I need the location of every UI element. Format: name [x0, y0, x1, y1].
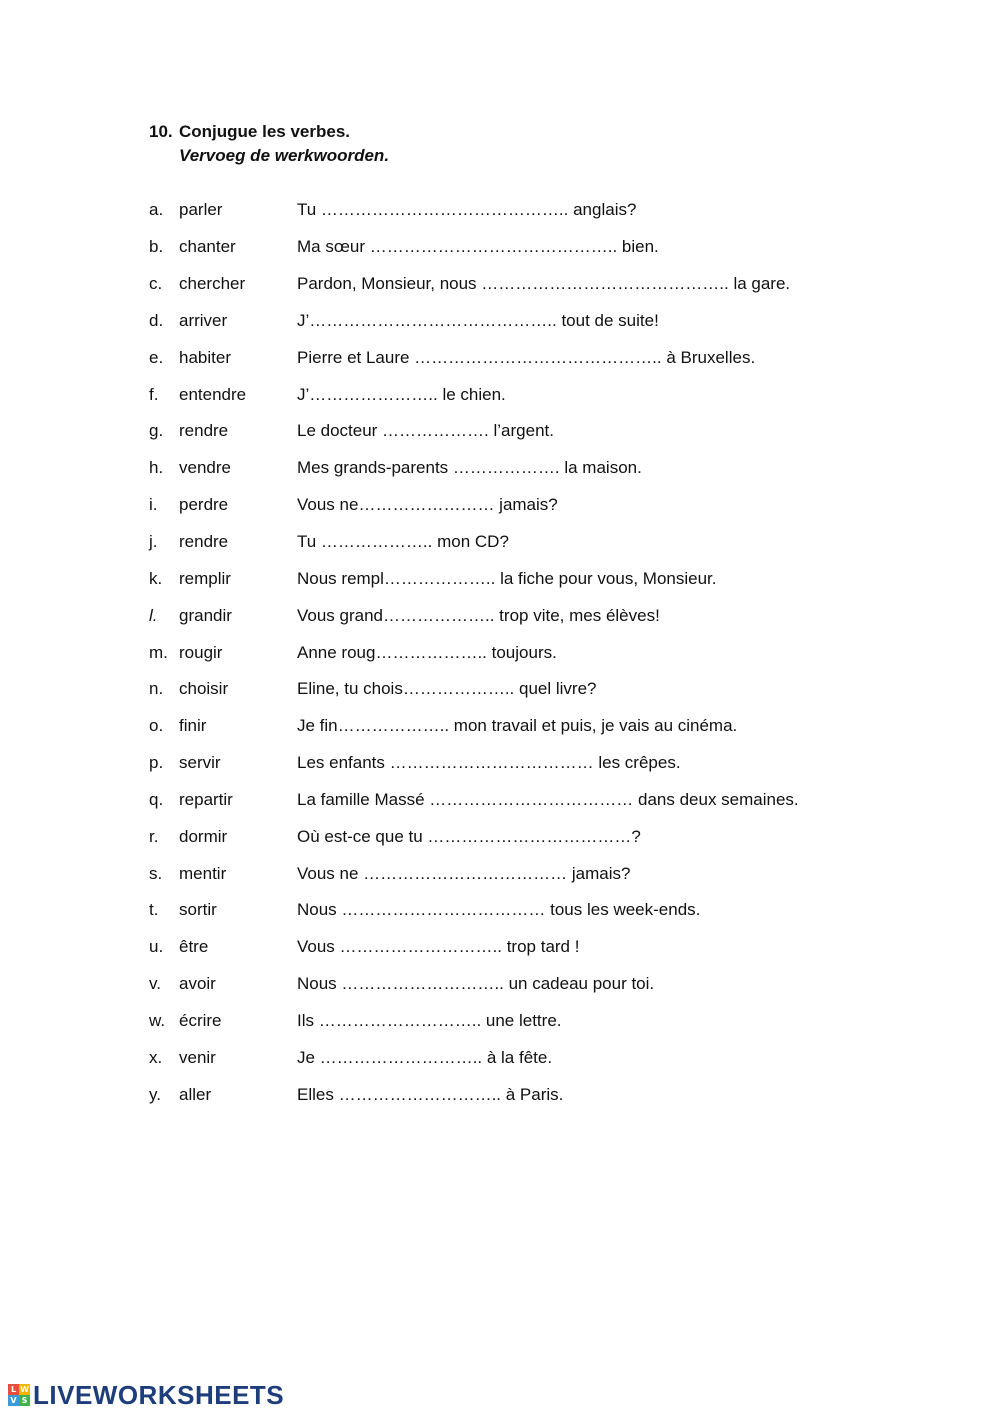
- exercise-verb: entendre: [179, 384, 247, 404]
- exercise-letter: u.: [149, 937, 164, 957]
- exercise-letter: o.: [149, 716, 164, 736]
- exercise-sentence: Tu …………………………………….. anglais?: [297, 200, 637, 220]
- exercise-sentence: Où est-ce que tu ………………………………?: [297, 826, 641, 846]
- exercise-letter: g.: [149, 421, 164, 441]
- exercise-sentence: Vous ……………………….. trop tard !: [297, 937, 580, 957]
- exercise-verb: repartir: [179, 789, 233, 809]
- exercise-verb: choisir: [179, 679, 229, 699]
- exercise-verb: dormir: [179, 826, 228, 846]
- exercise-row: [149, 1003, 849, 1040]
- exercise-letter: k.: [149, 568, 163, 588]
- logo-cell: V: [8, 1395, 19, 1406]
- exercise-number: 10.: [149, 122, 173, 141]
- exercise-row: [149, 560, 849, 597]
- exercise-verb: servir: [179, 753, 221, 773]
- exercise-row: [149, 597, 849, 634]
- exercise-title: [149, 120, 389, 144]
- exercise-letter: l.: [149, 605, 158, 625]
- exercise-letter: p.: [149, 753, 164, 773]
- exercise-verb: parler: [179, 200, 223, 220]
- exercise-sentence: Nous rempl……………….. la fiche pour vous, Monsieur.: [297, 568, 717, 588]
- exercise-row: [149, 745, 849, 782]
- exercise-verb: écrire: [179, 1010, 222, 1030]
- exercise-sentence: Anne roug……………….. toujours.: [297, 642, 557, 662]
- exercise-letter: w.: [149, 1010, 166, 1030]
- exercise-verb: rougir: [179, 642, 223, 662]
- exercise-verb: perdre: [179, 495, 229, 515]
- exercise-verb: venir: [179, 1047, 216, 1067]
- exercise-letter: c.: [149, 274, 163, 294]
- exercise-row: [149, 413, 849, 450]
- exercise-row: [149, 892, 849, 929]
- exercise-row: [149, 966, 849, 1003]
- exercise-sentence: Pardon, Monsieur, nous …………………………………….. la gare.: [297, 274, 791, 294]
- exercise-verb: chercher: [179, 274, 246, 294]
- exercise-sentence: Pierre et Laure …………………………………….. à Bruxelles.: [297, 347, 756, 367]
- exercise-sentence: Les enfants ……………………………… les crêpes.: [297, 753, 681, 773]
- exercise-letter: a.: [149, 200, 164, 220]
- exercise-letter: t.: [149, 900, 159, 920]
- exercise-row: [149, 229, 849, 266]
- exercise-sentence: Vous ne…………………… jamais?: [297, 495, 558, 515]
- exercise-letter: i.: [149, 495, 158, 515]
- exercise-sentence: Nous ……………………………… tous les week-ends.: [297, 900, 701, 920]
- exercise-list: [149, 192, 849, 1113]
- exercise-row: [149, 929, 849, 966]
- exercise-sentence: Ils ……………………….. une lettre.: [297, 1010, 562, 1030]
- exercise-header: [149, 120, 389, 168]
- exercise-letter: f.: [149, 384, 159, 404]
- liveworksheets-logo-icon: [8, 1384, 30, 1406]
- liveworksheets-logo[interactable]: [8, 1380, 284, 1410]
- exercise-sentence: Nous ……………………….. un cadeau pour toi.: [297, 974, 655, 994]
- exercise-subtitle: Vervoeg de werkwoorden.: [179, 146, 390, 165]
- exercise-verb: rendre: [179, 532, 229, 552]
- exercise-title-text: Conjugue les verbes.: [179, 122, 350, 141]
- exercise-letter: h.: [149, 458, 164, 478]
- exercise-row: [149, 192, 849, 229]
- exercise-verb: habiter: [179, 347, 231, 367]
- exercise-row: [149, 634, 849, 671]
- exercise-letter: e.: [149, 347, 164, 367]
- exercise-row: [149, 524, 849, 561]
- exercise-verb: chanter: [179, 237, 236, 257]
- exercise-verb: mentir: [179, 863, 227, 883]
- exercise-verb: être: [179, 937, 209, 957]
- exercise-sentence: Tu ……………….. mon CD?: [297, 532, 509, 552]
- exercise-row: [149, 339, 849, 376]
- exercise-letter: n.: [149, 679, 164, 699]
- logo-cell: W: [20, 1385, 29, 1394]
- exercise-row: [149, 303, 849, 340]
- logo-cell: S: [19, 1395, 30, 1406]
- exercise-row: [149, 266, 849, 303]
- exercise-verb: arriver: [179, 310, 228, 330]
- exercise-sentence: J’………………….. le chien.: [297, 384, 506, 404]
- exercise-letter: m.: [149, 642, 168, 662]
- exercise-letter: b.: [149, 237, 164, 257]
- exercise-sentence: La famille Massé ……………………………… dans deux semaines.: [297, 789, 799, 809]
- exercise-sentence: Mes grands-parents ………………. la maison.: [297, 458, 642, 478]
- exercise-verb: vendre: [179, 458, 231, 478]
- exercise-letter: s.: [149, 863, 163, 883]
- exercise-sentence: Je fin……………….. mon travail et puis, je vais au cinéma.: [297, 716, 738, 736]
- exercise-verb: remplir: [179, 568, 231, 588]
- exercise-letter: r.: [149, 826, 159, 846]
- exercise-row: [149, 487, 849, 524]
- exercise-sentence: Eline, tu chois……………….. quel livre?: [297, 679, 597, 699]
- exercise-row: [149, 376, 849, 413]
- exercise-verb: aller: [179, 1084, 212, 1104]
- exercise-sentence: Vous ne ……………………………… jamais?: [297, 863, 631, 883]
- exercise-letter: v.: [149, 974, 161, 994]
- exercise-sentence: Vous grand……………….. trop vite, mes élèves!: [297, 605, 660, 625]
- exercise-row: [149, 855, 849, 892]
- exercise-letter: q.: [149, 789, 164, 809]
- exercise-row: [149, 1076, 849, 1113]
- exercise-letter: j.: [149, 532, 158, 552]
- exercise-verb: grandir: [179, 605, 232, 625]
- exercise-sentence: J’…………………………………….. tout de suite!: [297, 310, 659, 330]
- exercise-row: [149, 782, 849, 819]
- exercise-sentence: Ma sœur …………………………………….. bien.: [297, 237, 659, 257]
- exercise-sentence: Je ……………………….. à la fête.: [297, 1047, 553, 1067]
- exercise-sentence: Elles ……………………….. à Paris.: [297, 1084, 564, 1104]
- exercise-row: [149, 818, 849, 855]
- exercise-row: [149, 1039, 849, 1076]
- logo-cell: L: [8, 1384, 19, 1395]
- exercise-verb: avoir: [179, 974, 216, 994]
- exercise-row: [149, 671, 849, 708]
- exercise-row: [149, 450, 849, 487]
- exercise-verb: sortir: [179, 900, 217, 920]
- exercise-letter: x.: [149, 1047, 163, 1067]
- exercise-verb: rendre: [179, 421, 229, 441]
- exercise-letter: d.: [149, 310, 164, 330]
- logo-text: LIVEWORKSHEETS: [33, 1379, 285, 1410]
- exercise-verb: finir: [179, 716, 207, 736]
- exercise-sentence: Le docteur ………………. l’argent.: [297, 421, 554, 441]
- exercise-row: [149, 708, 849, 745]
- exercise-letter: y.: [149, 1084, 161, 1104]
